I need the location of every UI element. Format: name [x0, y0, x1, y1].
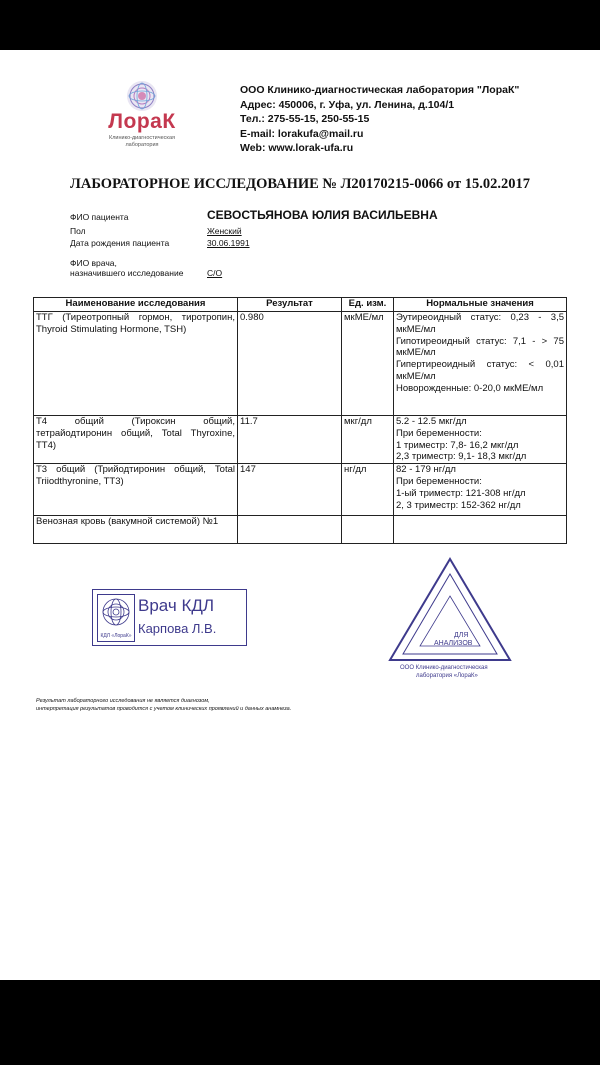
logo-flower-icon: [92, 80, 192, 112]
lab-email: E-mail: lorakufa@mail.ru: [240, 127, 364, 140]
disclaimer: Результат лабораторного исследования не является диагнозом, интерпретация результатов проводится с учетом клинических проявлений и данных анамнеза.: [36, 698, 292, 712]
result-value: 11.7: [238, 416, 342, 464]
header-norm: Нормальные значения: [394, 298, 567, 312]
table-header-row: [34, 298, 567, 312]
lab-name: ООО Клинико-диагностическая лаборатория "ЛораК": [240, 84, 520, 96]
result-value: [238, 516, 342, 544]
lab-address: Адрес: 450006, г. Уфа, ул. Ленина, д.104/1: [240, 98, 455, 111]
table-row: [34, 312, 567, 416]
result-value: 0.980: [238, 312, 342, 416]
result-unit: [342, 516, 394, 544]
stamp-center-line1: ДЛЯ: [454, 632, 469, 639]
lab-triangle-stamp: [388, 556, 513, 681]
doctor-signature-stamp: [92, 589, 247, 646]
norm-values: [394, 516, 567, 544]
table-row: [34, 464, 567, 516]
result-unit: мкг/дл: [342, 416, 394, 464]
header-unit: Ед. изм.: [342, 298, 394, 312]
result-unit: нг/дл: [342, 464, 394, 516]
stamp-center-line2: АНАЛИЗОВ: [434, 640, 473, 647]
stamp-doctor-name: Карпова Л.В.: [138, 621, 217, 636]
document-title: ЛАБОРАТОРНОЕ ИССЛЕДОВАНИЕ № Л20170215-0066 от 15.02.2017: [70, 176, 530, 192]
logo-wordmark: ЛораК: [108, 110, 176, 133]
lab-phone: Тел.: 275-55-15, 250-55-15: [240, 113, 370, 125]
stamp-base-line1: ООО Клинико-диагностическая: [400, 665, 488, 671]
header-test: Наименование исследования: [34, 298, 238, 312]
test-name: ТТГ (Тиреотропный гормон, тиротропин, Thyroid Stimulating Hormone, TSH): [34, 312, 238, 416]
stamp-logo-icon: [97, 594, 135, 642]
stamp-base-line2: лаборатория «ЛораК»: [416, 673, 478, 679]
test-name: Т4 общий (Тироксин общий, тетрайодтиронин общий, Total Thyroxine, TT4): [34, 416, 238, 464]
stamp-title: Врач КДЛ: [138, 596, 215, 615]
table-row: [34, 516, 567, 544]
patient-dob: 30.06.1991: [207, 238, 250, 248]
norm-values: Эутиреоидный статус: 0,23 - 3,5 мкМЕ/мл Гипотиреоидный статус: 7,1 - > 75 мкМЕ/мл Гипертиреоидный статус: < 0,01 мкМЕ/мл Новорожденные: 0-20,0 мкМЕ/мл: [394, 312, 567, 416]
patient-sex-label: Пол: [70, 226, 86, 236]
patient-dob-label: Дата рождения пациента: [70, 238, 170, 248]
lab-website: Web: www.lorak-ufa.ru: [240, 142, 354, 154]
lab-logo: [92, 80, 192, 160]
stamp-caption: КДЛ «ЛораК»: [100, 633, 132, 639]
patient-name: СЕВОСТЬЯНОВА ЮЛИЯ ВАСИЛЬЕВНА: [207, 208, 438, 222]
header-result: Результат: [238, 298, 342, 312]
doctor-name: С/О: [207, 268, 223, 278]
norm-values: 5.2 - 12.5 мкг/дл При беременности: 1 триместр: 7,8- 16,2 мкг/дл 2,3 триместр: 9,1- 18,3 мкг/дл: [394, 416, 567, 464]
table-row: [34, 416, 567, 464]
patient-sex: Женский: [207, 226, 242, 236]
results-table: [33, 297, 567, 544]
norm-values: 82 - 179 нг/дл При беременности: 1-ый триместр: 121-308 нг/дл 2, 3 триместр: 152-362 нг/дл: [394, 464, 567, 516]
result-value: 147: [238, 464, 342, 516]
test-name: Венозная кровь (вакумной системой) №1: [34, 516, 238, 544]
logo-subtitle: Клинико-диагностическая лаборатория: [109, 135, 175, 148]
result-unit: мкМЕ/мл: [342, 312, 394, 416]
lab-contacts: [240, 83, 519, 156]
test-name: Т3 общий (Трийодтиронин общий, Total Triiodthyronine, TT3): [34, 464, 238, 516]
patient-name-label: ФИО пациента: [70, 212, 129, 222]
doctor-label: ФИО врача, назначившего исследование: [70, 258, 184, 278]
